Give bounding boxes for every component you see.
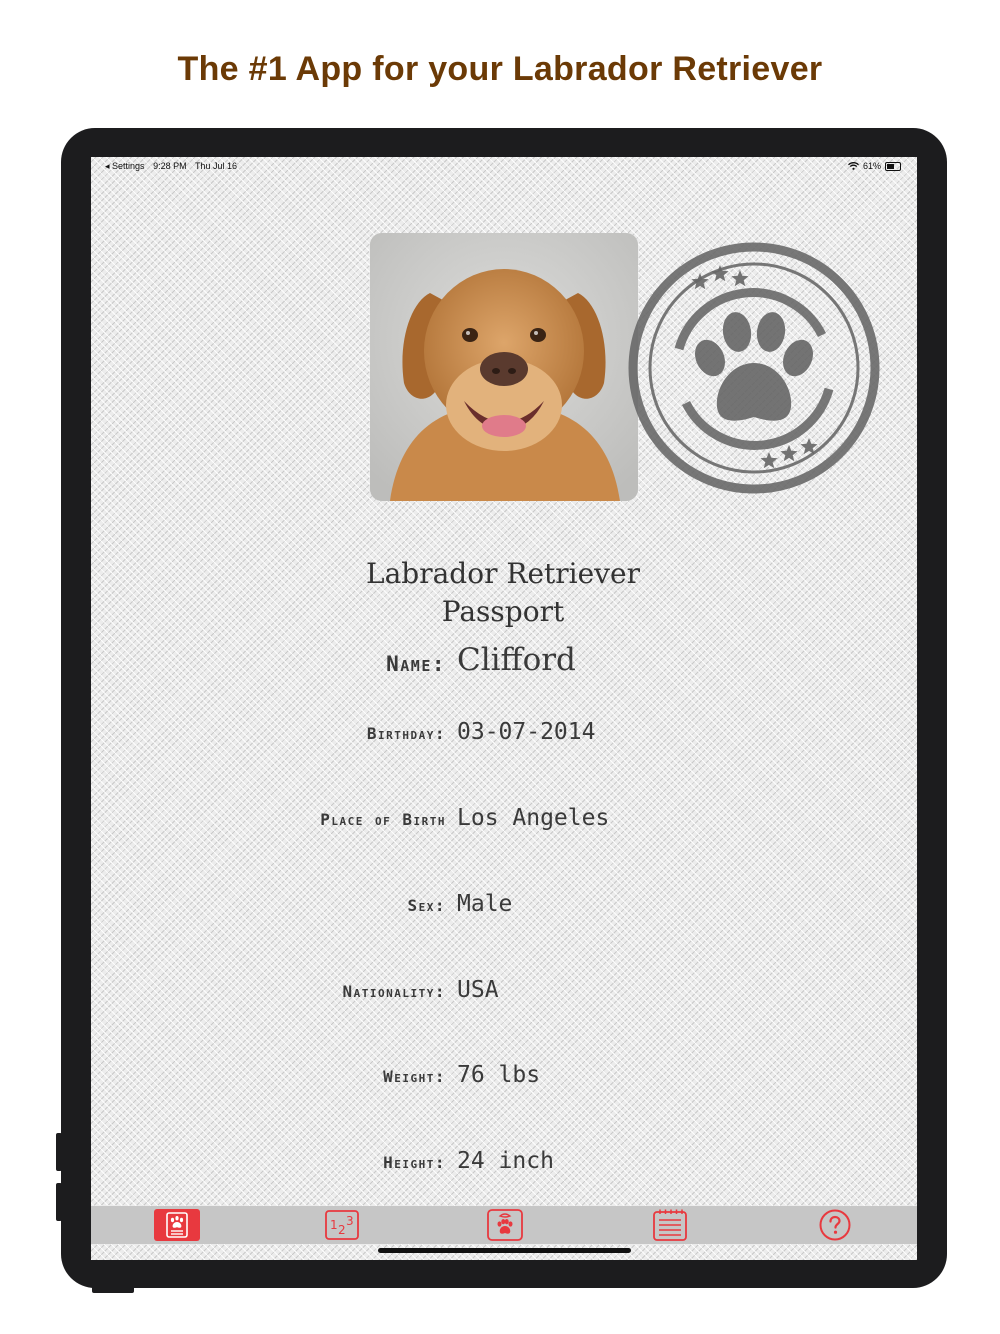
weight-row bbox=[91, 1052, 917, 1092]
place-of-birth-value[interactable]: Los Angeles bbox=[457, 805, 610, 831]
back-to-settings-link[interactable]: ◂ Settings bbox=[105, 161, 145, 171]
sex-row bbox=[91, 881, 917, 921]
passport-title-word: Passport bbox=[441, 595, 565, 628]
nationality-value[interactable]: USA bbox=[457, 977, 499, 1003]
tab-numbers[interactable] bbox=[318, 1208, 366, 1242]
place-of-birth-label: Place of Birth bbox=[320, 810, 446, 829]
weight-value[interactable]: 76 lbs bbox=[457, 1062, 541, 1088]
passport-title-breed: Labrador Retriever bbox=[366, 557, 640, 590]
battery-percent: 61% bbox=[862, 161, 881, 171]
name-label: Name: bbox=[386, 652, 446, 676]
name-row bbox=[91, 641, 917, 681]
svg-text:1: 1 bbox=[330, 1218, 338, 1232]
birthday-row bbox=[91, 709, 917, 749]
sex-label: Sex: bbox=[407, 896, 446, 915]
home-indicator[interactable] bbox=[378, 1248, 631, 1253]
birthday-value[interactable]: 03-07-2014 bbox=[457, 719, 596, 745]
tab-help[interactable] bbox=[811, 1208, 859, 1242]
birthday-label: Birthday: bbox=[366, 724, 446, 743]
status-time: 9:28 PM bbox=[153, 161, 187, 171]
app-screen bbox=[91, 157, 917, 1260]
paw-bowl-icon bbox=[487, 1209, 523, 1241]
dog-photo[interactable] bbox=[370, 233, 638, 501]
height-value[interactable]: 24 inch bbox=[457, 1148, 554, 1174]
battery-icon bbox=[885, 162, 901, 171]
nationality-label: Nationality: bbox=[342, 982, 446, 1001]
notepad-icon bbox=[653, 1209, 687, 1241]
status-date: Thu Jul 16 bbox=[194, 161, 237, 171]
paw-stamp-icon bbox=[623, 237, 885, 499]
status-bar bbox=[91, 161, 917, 175]
passport-icon bbox=[154, 1209, 200, 1241]
numbers-icon bbox=[325, 1210, 359, 1240]
headline: The #1 App for your Labrador Retriever bbox=[177, 50, 823, 88]
wifi-icon bbox=[848, 162, 859, 170]
height-label: Height: bbox=[383, 1153, 446, 1172]
svg-text:2: 2 bbox=[338, 1223, 346, 1237]
weight-label: Weight: bbox=[383, 1067, 446, 1086]
sex-value[interactable]: Male bbox=[457, 891, 513, 917]
passport-title bbox=[303, 555, 703, 631]
tab-notes[interactable] bbox=[646, 1208, 694, 1242]
name-value[interactable]: Clifford bbox=[457, 642, 576, 678]
svg-text:3: 3 bbox=[346, 1214, 354, 1228]
place-of-birth-row bbox=[91, 795, 917, 835]
help-icon bbox=[819, 1209, 851, 1241]
tab-passport[interactable] bbox=[153, 1208, 201, 1242]
nationality-row bbox=[91, 967, 917, 1007]
tab-care[interactable] bbox=[481, 1208, 529, 1242]
height-row bbox=[91, 1138, 917, 1178]
tab-bar bbox=[91, 1206, 917, 1244]
